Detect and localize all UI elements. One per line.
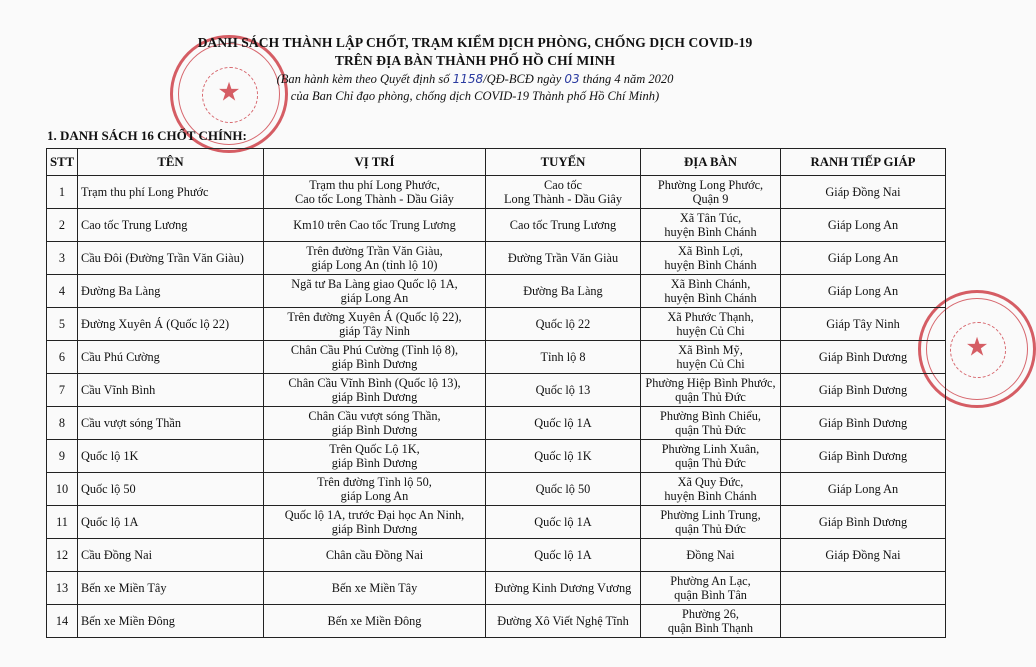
cell-stt xyxy=(47,506,78,539)
cell-diaban xyxy=(641,341,781,374)
cell-ranh xyxy=(781,407,946,440)
cell-diaban xyxy=(641,176,781,209)
cell-ranh-text: Giáp Bình Dương xyxy=(818,415,908,430)
cell-diaban-text: Xã Bình Mỹ, xyxy=(678,342,743,357)
cell-tuyen-text: Quốc lộ 1A xyxy=(534,547,592,562)
table-row xyxy=(47,572,946,605)
cell-stt-text: 9 xyxy=(58,448,66,463)
cell-vitri xyxy=(264,374,486,407)
table-header-row xyxy=(47,149,946,176)
cell-ten-text: Đường Ba Làng xyxy=(81,283,161,298)
cell-diaban-text: huyện Củ Chi xyxy=(676,324,745,338)
cell-vitri-text: giáp Tây Ninh xyxy=(339,324,410,338)
cell-ten xyxy=(78,407,264,440)
cell-vitri-text: Ngã tư Ba Làng giao Quốc lộ 1A, xyxy=(291,276,458,291)
cell-vitri-text: Cao tốc Long Thành - Dầu Giây xyxy=(295,192,454,206)
cell-ranh xyxy=(781,539,946,572)
cell-ten xyxy=(78,341,264,374)
cell-vitri xyxy=(264,605,486,638)
header-vitri: VỊ TRÍ xyxy=(264,149,486,176)
cell-tuyen xyxy=(486,176,641,209)
decision-day: 03 xyxy=(564,72,580,86)
cell-diaban xyxy=(641,539,781,572)
cell-diaban xyxy=(641,605,781,638)
cell-diaban-text: Phường Long Phước, xyxy=(657,177,764,192)
cell-vitri-text: giáp Bình Dương xyxy=(331,423,418,437)
cell-ten xyxy=(78,473,264,506)
cell-stt-text: 8 xyxy=(58,415,66,430)
cell-diaban-text: Xã Bình Lợi, xyxy=(678,243,743,258)
cell-diaban xyxy=(641,506,781,539)
cell-stt-text: 14 xyxy=(55,613,69,628)
cell-ten-text: Quốc lộ 50 xyxy=(81,481,136,496)
cell-diaban xyxy=(641,308,781,341)
table-row xyxy=(47,341,946,374)
cell-stt-text: 10 xyxy=(55,481,69,496)
table-row xyxy=(47,308,946,341)
cell-ten-text: Trạm thu phí Long Phước xyxy=(81,184,209,199)
cell-diaban-text: Quận 9 xyxy=(692,192,729,206)
cell-vitri-text: Quốc lộ 1A, trước Đại học An Ninh, xyxy=(284,507,465,522)
cell-ten xyxy=(78,209,264,242)
cell-tuyen xyxy=(486,374,641,407)
cell-ranh-text: Giáp Long An xyxy=(827,250,899,265)
cell-diaban xyxy=(641,572,781,605)
cell-vitri xyxy=(264,506,486,539)
cell-tuyen-text: Quốc lộ 22 xyxy=(535,316,591,331)
cell-stt xyxy=(47,539,78,572)
cell-stt-text: 11 xyxy=(56,514,68,529)
cell-ranh-text: Giáp Bình Dương xyxy=(818,349,908,364)
cell-tuyen xyxy=(486,242,641,275)
cell-ten-text: Đường Xuyên Á (Quốc lộ 22) xyxy=(81,316,230,331)
cell-tuyen-text: Đường Ba Làng xyxy=(523,283,603,298)
cell-ranh-text: Giáp Đồng Nai xyxy=(825,184,901,199)
official-seal-left: ★ xyxy=(170,35,288,153)
cell-diaban-text: Phường 26, xyxy=(682,606,739,621)
cell-vitri xyxy=(264,539,486,572)
cell-vitri xyxy=(264,275,486,308)
cell-tuyen-text: Quốc lộ 50 xyxy=(535,481,591,496)
cell-ten xyxy=(78,308,264,341)
cell-ranh xyxy=(781,605,946,638)
cell-diaban-text: huyện Củ Chi xyxy=(676,357,745,371)
cell-tuyen xyxy=(486,341,641,374)
cell-stt-text: 6 xyxy=(58,349,66,364)
decision-reference: (Ban hành kèm theo Quyết định số 1158/QĐ-BCĐ ngày 03 tháng 4 năm 2020 xyxy=(276,72,674,86)
cell-diaban xyxy=(641,440,781,473)
cell-diaban-text: quận Thủ Đức xyxy=(675,390,746,404)
cell-ten xyxy=(78,176,264,209)
cell-tuyen-text: Cao tốc xyxy=(544,177,582,192)
table-row xyxy=(47,440,946,473)
header-ten: TÊN xyxy=(78,149,264,176)
cell-vitri-text: Bến xe Miền Đông xyxy=(327,613,422,628)
table-row xyxy=(47,539,946,572)
cell-stt xyxy=(47,275,78,308)
cell-vitri-text: giáp Long An (tỉnh lộ 10) xyxy=(311,258,438,272)
cell-vitri-text: giáp Bình Dương xyxy=(331,357,418,371)
cell-ranh xyxy=(781,473,946,506)
cell-ten xyxy=(78,242,264,275)
cell-diaban xyxy=(641,374,781,407)
table-row xyxy=(47,506,946,539)
issuing-authority: của Ban Chỉ đạo phòng, chống dịch COVID-19 Thành phố Hồ Chí Minh) xyxy=(290,89,660,103)
cell-ranh xyxy=(781,374,946,407)
cell-diaban-text: quận Thủ Đức xyxy=(675,456,746,470)
header-tuyen: TUYẾN xyxy=(486,149,641,176)
cell-ranh xyxy=(781,176,946,209)
cell-stt xyxy=(47,242,78,275)
cell-vitri-text: Chân Cầu Phú Cường (Tỉnh lộ 8), xyxy=(290,342,459,357)
cell-vitri xyxy=(264,242,486,275)
document-title-line1: DANH SÁCH THÀNH LẬP CHỐT, TRẠM KIỂM DỊCH PHÒNG, CHỐNG DỊCH COVID-19 xyxy=(197,35,753,50)
cell-diaban-text: quận Thủ Đức xyxy=(675,423,746,437)
cell-ranh-text: Giáp Tây Ninh xyxy=(826,316,900,331)
cell-tuyen-text: Đường Trần Văn Giàu xyxy=(507,250,619,265)
cell-diaban-text: huyện Bình Chánh xyxy=(664,489,757,503)
cell-ten-text: Cao tốc Trung Lương xyxy=(81,217,188,232)
decision-number: 1158 xyxy=(452,72,484,86)
table-row xyxy=(47,407,946,440)
table-row xyxy=(47,374,946,407)
cell-stt-text: 1 xyxy=(58,184,66,199)
cell-ranh-text: Giáp Long An xyxy=(827,481,899,496)
cell-tuyen-text: Quốc lộ 13 xyxy=(535,382,591,397)
cell-tuyen xyxy=(486,440,641,473)
cell-stt-text: 3 xyxy=(58,250,66,265)
cell-ranh xyxy=(781,308,946,341)
cell-vitri-text: Bến xe Miền Tây xyxy=(331,580,418,595)
cell-vitri-text: Chân Cầu vượt sóng Thần, xyxy=(308,408,441,423)
cell-ten-text: Cầu Vĩnh Bình xyxy=(81,382,156,397)
cell-vitri-text: giáp Long An xyxy=(340,489,409,503)
cell-diaban-text: Xã Bình Chánh, xyxy=(670,276,751,291)
cell-ten xyxy=(78,440,264,473)
cell-stt-text: 2 xyxy=(58,217,66,232)
header-diaban: ĐỊA BÀN xyxy=(641,149,781,176)
cell-diaban xyxy=(641,242,781,275)
cell-diaban-text: huyện Bình Chánh xyxy=(664,258,757,272)
cell-stt xyxy=(47,209,78,242)
cell-tuyen xyxy=(486,572,641,605)
cell-ranh-text: Giáp Long An xyxy=(827,217,899,232)
cell-vitri-text: Km10 trên Cao tốc Trung Lương xyxy=(293,217,456,232)
cell-stt xyxy=(47,473,78,506)
cell-vitri xyxy=(264,440,486,473)
cell-vitri-text: Trên Quốc Lộ 1K, xyxy=(329,441,420,456)
cell-stt xyxy=(47,605,78,638)
cell-stt xyxy=(47,176,78,209)
cell-diaban-text: Xã Tân Túc, xyxy=(679,210,742,225)
cell-vitri-text: Trên đường Tỉnh lộ 50, xyxy=(317,474,432,489)
cell-vitri-text: Trên đường Trần Văn Giàu, xyxy=(306,243,443,258)
cell-ranh-text: Giáp Bình Dương xyxy=(818,448,908,463)
cell-stt-text: 12 xyxy=(55,547,69,562)
header-stt: STT xyxy=(47,149,78,176)
cell-tuyen xyxy=(486,275,641,308)
cell-stt xyxy=(47,440,78,473)
cell-diaban-text: quận Bình Thạnh xyxy=(667,621,754,635)
cell-stt xyxy=(47,374,78,407)
cell-vitri-text: giáp Bình Dương xyxy=(331,390,418,404)
cell-vitri-text: Trên đường Xuyên Á (Quốc lộ 22), xyxy=(287,309,462,324)
cell-vitri xyxy=(264,572,486,605)
cell-ranh-text: Giáp Long An xyxy=(827,283,899,298)
section-title: 1. DANH SÁCH 16 CHỐT CHÍNH: xyxy=(47,128,247,143)
cell-ranh-text: Giáp Đồng Nai xyxy=(825,547,901,562)
cell-stt xyxy=(47,308,78,341)
cell-tuyen-text: Tỉnh lộ 8 xyxy=(540,349,586,364)
cell-ten-text: Cầu Đôi (Đường Trần Văn Giàu) xyxy=(81,250,244,265)
cell-vitri xyxy=(264,341,486,374)
cell-tuyen xyxy=(486,539,641,572)
cell-stt-text: 13 xyxy=(55,580,69,595)
cell-ten xyxy=(78,605,264,638)
cell-tuyen xyxy=(486,209,641,242)
cell-diaban-text: Xã Quy Đức, xyxy=(677,474,744,489)
table-row xyxy=(47,275,946,308)
cell-tuyen-text: Đường Xô Viết Nghệ Tĩnh xyxy=(497,613,629,628)
cell-ranh xyxy=(781,341,946,374)
cell-stt xyxy=(47,572,78,605)
cell-ranh-text: Giáp Bình Dương xyxy=(818,514,908,529)
cell-vitri xyxy=(264,473,486,506)
cell-ten xyxy=(78,506,264,539)
cell-tuyen xyxy=(486,308,641,341)
cell-ranh xyxy=(781,275,946,308)
cell-diaban-text: huyện Bình Chánh xyxy=(664,291,757,305)
table-row xyxy=(47,176,946,209)
cell-vitri-text: giáp Bình Dương xyxy=(331,522,418,536)
cell-stt-text: 5 xyxy=(58,316,66,331)
official-seal-right: ★ xyxy=(918,290,1036,408)
cell-diaban xyxy=(641,209,781,242)
cell-diaban-text: huyện Bình Chánh xyxy=(664,225,757,239)
cell-tuyen-text: Cao tốc Trung Lương xyxy=(509,217,617,232)
cell-tuyen-text: Quốc lộ 1A xyxy=(534,415,592,430)
cell-tuyen xyxy=(486,473,641,506)
cell-ten-text: Cầu Phú Cường xyxy=(81,349,160,364)
cell-diaban-text: Phường Linh Xuân, xyxy=(661,441,760,456)
cell-diaban-text: Phường Linh Trung, xyxy=(660,507,761,522)
table-row xyxy=(47,242,946,275)
cell-tuyen xyxy=(486,407,641,440)
cell-diaban-text: Phường Bình Chiểu, xyxy=(660,408,761,423)
cell-diaban xyxy=(641,473,781,506)
cell-ranh xyxy=(781,209,946,242)
cell-ten xyxy=(78,539,264,572)
cell-vitri xyxy=(264,308,486,341)
header-ranh: RANH TIẾP GIÁP xyxy=(781,149,946,176)
cell-tuyen-text: Long Thành - Dầu Giây xyxy=(504,192,622,206)
cell-diaban-text: quận Bình Tân xyxy=(674,588,747,602)
cell-ranh-text: Giáp Bình Dương xyxy=(818,382,908,397)
document-title-line2: TRÊN ĐỊA BÀN THÀNH PHỐ HỒ CHÍ MINH xyxy=(334,53,616,68)
cell-stt-text: 7 xyxy=(58,382,66,397)
cell-ten-text: Cầu Đồng Nai xyxy=(81,547,153,562)
cell-vitri-text: Chân Cầu Vĩnh Bình (Quốc lộ 13), xyxy=(288,375,461,390)
cell-tuyen xyxy=(486,506,641,539)
table-row xyxy=(47,605,946,638)
cell-ten-text: Quốc lộ 1K xyxy=(81,448,139,463)
cell-stt xyxy=(47,341,78,374)
cell-vitri-text: giáp Bình Dương xyxy=(331,456,418,470)
cell-diaban xyxy=(641,275,781,308)
cell-diaban-text: Xã Phước Thạnh, xyxy=(667,309,754,324)
cell-stt xyxy=(47,407,78,440)
cell-ranh xyxy=(781,506,946,539)
cell-ten xyxy=(78,374,264,407)
cell-tuyen-text: Quốc lộ 1A xyxy=(534,514,592,529)
cell-vitri xyxy=(264,209,486,242)
cell-ten-text: Quốc lộ 1A xyxy=(81,514,139,529)
cell-vitri xyxy=(264,407,486,440)
cell-stt-text: 4 xyxy=(58,283,66,298)
cell-ten xyxy=(78,572,264,605)
cell-ten-text: Bến xe Miền Tây xyxy=(81,580,167,595)
checkpoint-table xyxy=(46,148,946,638)
cell-diaban-text: quận Thủ Đức xyxy=(675,522,746,536)
cell-diaban-text: Phường An Lạc, xyxy=(670,573,751,588)
cell-ranh xyxy=(781,242,946,275)
cell-vitri-text: Chân cầu Đồng Nai xyxy=(325,547,424,562)
cell-ten-text: Bến xe Miền Đông xyxy=(81,613,175,628)
table-row xyxy=(47,473,946,506)
cell-ranh xyxy=(781,440,946,473)
cell-vitri-text: Trạm thu phí Long Phước, xyxy=(309,177,440,192)
cell-diaban-text: Đồng Nai xyxy=(686,547,735,562)
cell-ten xyxy=(78,275,264,308)
cell-tuyen-text: Đường Kinh Dương Vương xyxy=(494,580,632,595)
cell-ten-text: Cầu vượt sóng Thần xyxy=(81,415,182,430)
cell-tuyen-text: Quốc lộ 1K xyxy=(534,448,592,463)
cell-ranh xyxy=(781,572,946,605)
cell-diaban-text: Phường Hiệp Bình Phước, xyxy=(645,375,776,390)
table-row xyxy=(47,209,946,242)
cell-diaban xyxy=(641,407,781,440)
cell-tuyen xyxy=(486,605,641,638)
cell-vitri xyxy=(264,176,486,209)
cell-vitri-text: giáp Long An xyxy=(340,291,409,305)
